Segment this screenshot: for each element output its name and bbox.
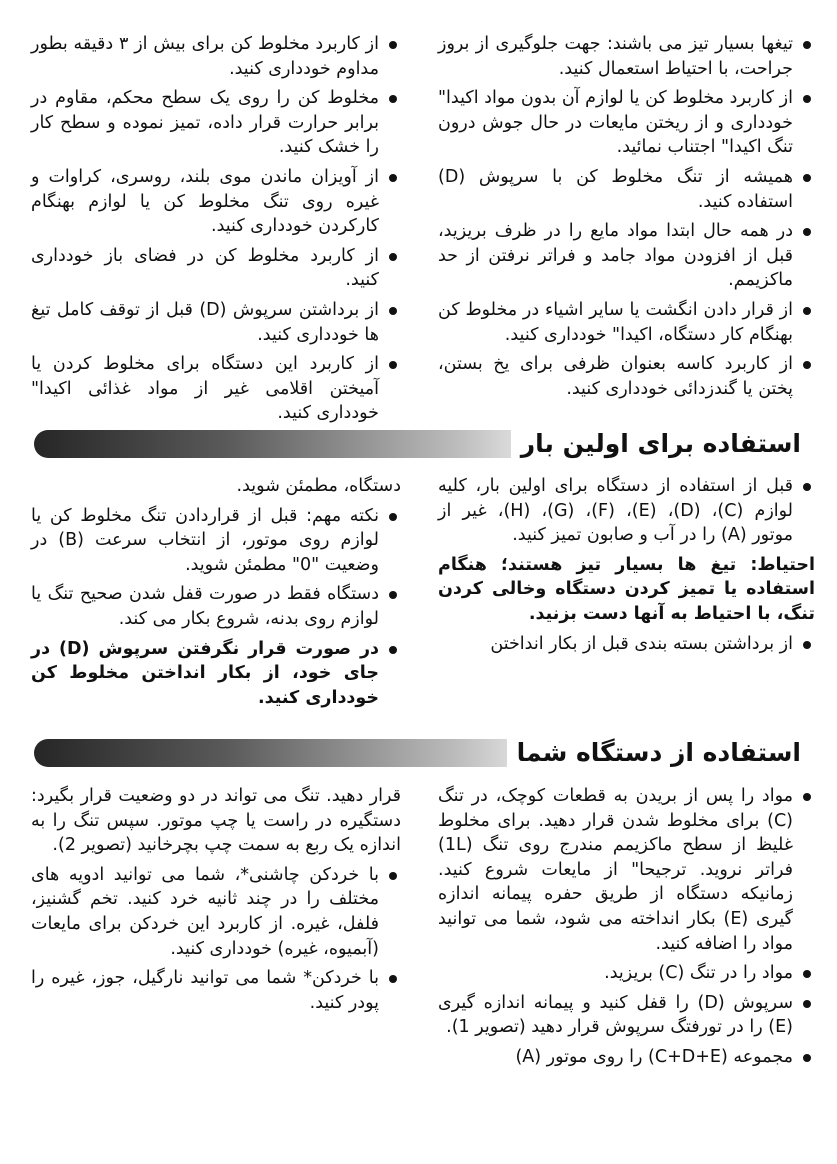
list-item: از برداشتن بسته بندی قبل از بکار انداختن [438,632,815,657]
top-right-column [438,32,815,406]
list-item: از کاربرد کاسه بعنوان ظرفی برای یخ بستن، پختن یا گندزدائی خودداری کنید. [438,352,815,401]
list-item: نکته مهم: قبل از قراردادن تنگ مخلوط کن یا لوازم روی موتور، از انتخاب سرعت (B) در وضعیت "0" مطمئن شوید. [31,504,401,578]
section2-left-column [31,784,401,1020]
list-item: مخلوط کن را روی یک سطح محکم، مقاوم در برابر حرارت قرار داده، تمیز نموده و سطح کار را خشک کنید. [31,86,401,160]
top-left-column [31,32,401,431]
list-item: از کاربرد مخلوط کن در فضای باز خودداری کنید. [31,244,401,293]
list-item: از آویزان ماندن موی بلند، روسری، کراوات و غیره روی تنگ مخلوط کن یا لوازم بهنگام کارکردن خودداری کنید. [31,165,401,239]
section-title-first-use: استفاده برای اولین بار [511,426,807,462]
list-item: با خردکن چاشنی*، شما می توانید ادویه های مختلف را در چند ثانیه خرد کنید. تخم گشنیز، فلفل، غیره. از کاربرد این خردکن برای مایعات (آبمیوه، غیره) خودداری کنید. [31,863,401,961]
list-item: مواد را پس از بریدن به قطعات کوچک، در تنگ (C) برای مخلوط شدن قرار دهید. برای مخلوط غلیظ از سطح ماکزیمم مندرج روی تنگ (1L) فراتر نروید. ترجیحا" از مایعات شروع کنید. زمانیکه دستگاه از طریق حفره پیمانه اندازه گیری (E) بکار انداخته می شود، شما می توانید مواد را اضافه کنید. [438,784,815,956]
list-item: دستگاه فقط در صورت قفل شدن صحیح تنگ یا لوازم روی بدنه، شروع بکار می کند. [31,582,401,631]
section1-left-column [31,474,401,715]
list-item: همیشه از تنگ مخلوط کن با سرپوش (D) استفاده کنید. [438,165,815,214]
list-item: مواد را در تنگ (C) بریزید. [438,961,815,986]
list-item: در همه حال ابتدا مواد مایع را در ظرف بریزید، قبل از افزودن مواد جامد و فراتر نرفتن از حد ماکزیمم. [438,219,815,293]
list-item: از کاربرد مخلوط کن یا لوازم آن بدون مواد اکیدا" خودداری و از ریختن مایعات در حال جوش درون تنگ اکیدا" اجتناب نمائید. [438,86,815,160]
continued-text: دستگاه، مطمئن شوید. [236,476,401,496]
list-item: با خردکن* شما می توانید نارگیل، جوز، غیره را پودر کنید. [31,966,401,1015]
continued-text: قرار دهید. تنگ می تواند در دو وضعیت قرار بگیرد: دستگیره در راست یا چپ موتور. سپس تنگ را به اندازه یک ربع به سمت چپ بچرخانید (تصویر 2). [31,786,401,856]
list-item: از برداشتن سرپوش (D) قبل از توقف کامل تیغ ها خودداری کنید. [31,298,401,347]
list-item: از قرار دادن انگشت یا سایر اشیاء در مخلوط کن بهنگام کار دستگاه، اکیدا" خودداری کنید. [438,298,815,347]
list-item: مجموعه (C+D+E) را روی موتور (A) [438,1045,815,1070]
section2-right-column [438,784,815,1075]
list-item: تیغها بسیار تیز می باشند: جهت جلوگیری از بروز جراحت، با احتیاط استعمال کنید. [438,32,815,81]
list-item: از کاربرد این دستگاه برای مخلوط کردن یا آمیختن اقلامی غیر از مواد غذائی اکیدا" خودداری کنید. [31,352,401,426]
section-title-using-device: استفاده از دستگاه شما [507,735,807,771]
section1-right-column [438,474,815,661]
list-item: از کاربرد مخلوط کن برای بیش از ۳ دقیقه بطور مداوم خودداری کنید. [31,32,401,81]
list-item: قبل از استفاده از دستگاه برای اولین بار، کلیه لوازم (C)، (D)، (E)، (F)، (G)، (H)، غیر از موتور (A) را در آب و صابون تمیز کنید. [438,474,815,548]
list-item: سرپوش (D) را قفل کنید و پیمانه اندازه گیری (E) را در تورفتگ سرپوش قرار دهید (تصویر 1). [438,991,815,1040]
list-item: در صورت قرار نگرفتن سرپوش (D) در جای خود، از بکار انداختن مخلوط کن خودداری کنید. [31,637,401,711]
warning-text: احتیاط: تیغ ها بسیار تیز هستند؛ هنگام استفاده یا تمیز کردن دستگاه وخالی کردن تنگ، با احتیاط به آنها دست بزنید. [438,554,815,624]
